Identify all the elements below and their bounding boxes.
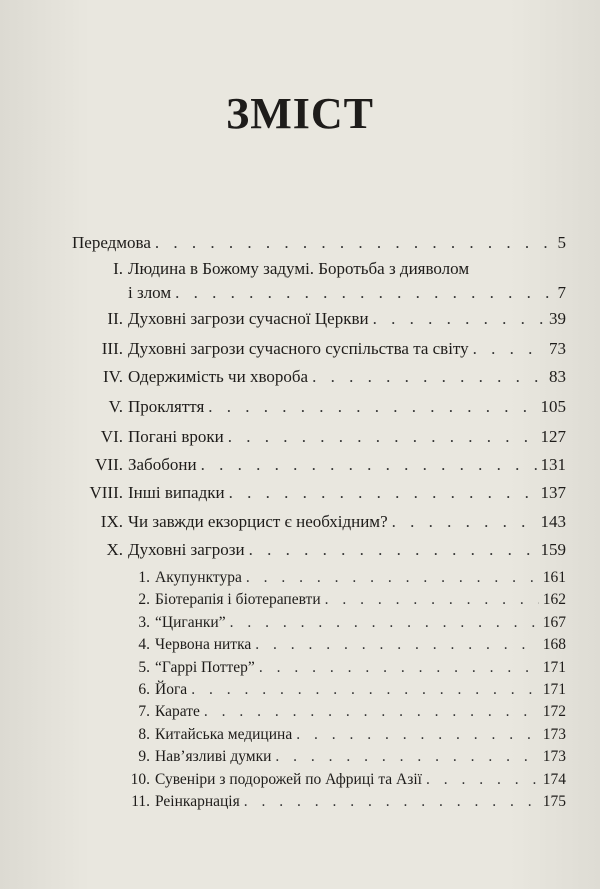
toc-entry[interactable] [72,746,566,768]
entry-page-number: 167 [542,613,566,631]
dot-leader [249,539,537,561]
toc-entry[interactable] [72,567,566,589]
entry-number: IV. [103,367,123,386]
entry-title: Карате [155,703,200,721]
dot-leader [373,308,545,330]
entry-number: VIII. [89,483,123,502]
entry-page-number: 39 [549,309,566,328]
entry-title: Реінкарнація [155,793,240,810]
toc-entry[interactable] [72,634,566,656]
dot-leader [296,724,539,746]
entry-title: Інші випадки [128,483,225,502]
dot-leader [392,511,537,533]
entry-number: VII. [95,455,123,474]
entry-title: Біотерапія і біотерапевти [155,591,321,609]
toc-entry[interactable] [72,589,566,611]
toc-entry[interactable] [72,396,566,418]
toc-entry[interactable] [72,539,566,561]
entry-page-number: 5 [557,233,566,252]
entry-title: Духовні загрози сучасного суспільства та світу [128,339,469,358]
entry-page-number: 73 [549,339,566,358]
dot-leader [155,232,554,254]
entry-page-number: 173 [542,725,566,743]
entry-page-number: 174 [542,770,566,788]
toc-entry[interactable] [72,724,566,746]
entry-title: Нав’язливі думки [155,748,272,766]
entry-title: Сувеніри з подорожей по Африці та Азії [155,770,422,788]
entry-page-number: 162 [542,591,566,609]
dot-leader [255,634,538,656]
entry-number: 1. [138,569,150,586]
toc-entry-continuation[interactable] [72,282,566,304]
entry-number: 9. [138,748,150,766]
entry-page-number: 175 [542,793,566,810]
entry-title: Червона нитка [155,636,252,654]
page-title: ЗМІСТ [226,89,374,138]
entry-number: 2. [138,591,150,609]
entry-page-number: 7 [557,283,566,302]
toc-entry[interactable] [72,769,566,791]
entry-page-number: 172 [542,703,566,721]
toc-entry[interactable] [72,454,566,476]
entry-title: Духовні загрози [128,540,245,559]
entry-page-number: 143 [540,512,566,531]
entry-number: 3. [138,613,150,631]
dot-leader [473,338,545,360]
dot-leader [325,589,539,611]
entry-number: II. [107,309,123,328]
toc-entry[interactable] [72,612,566,634]
entry-title: Чи завжди екзорцист є необхідним? [128,512,388,531]
entry-page-number: 127 [540,427,566,446]
entry-page-number: 173 [542,748,566,766]
entry-page-number: 161 [542,569,566,586]
dot-leader [259,657,539,679]
entry-title: “Циганки” [155,613,226,631]
entry-number: 5. [138,658,150,676]
entry-title: “Гаррі Поттер” [155,658,255,676]
dot-leader [175,282,553,304]
dot-leader [275,746,538,768]
entry-title: Передмова [72,233,151,252]
entry-number: 11. [131,793,150,810]
dot-leader [244,791,539,813]
entry-title: Забобони [128,455,197,474]
entry-title: Одержимість чи хвороба [128,367,309,386]
entry-title-continued: і злом [128,283,172,302]
toc-entry[interactable] [72,701,566,723]
dot-leader [230,612,539,634]
entry-title: Акупунктура [155,569,242,586]
entry-page-number: 83 [549,367,566,386]
entry-page-number: 137 [540,483,566,502]
toc-entry[interactable] [72,679,566,701]
toc-entry[interactable] [72,308,566,330]
dot-leader [208,396,536,418]
toc-entry[interactable] [72,791,566,813]
entry-page-number: 171 [542,658,566,676]
toc-entry[interactable] [72,258,566,280]
toc-entry[interactable] [72,426,566,448]
dot-leader [312,366,545,388]
entry-number: 10. [130,770,150,788]
dot-leader [246,567,539,589]
entry-number: 6. [138,681,150,698]
dot-leader [204,701,539,723]
entry-number: III. [101,339,123,358]
dot-leader [228,426,537,448]
entry-page-number: 171 [542,681,566,698]
entry-number: VI. [100,427,123,446]
entry-title: Йога [155,681,188,698]
dot-leader [201,454,537,476]
toc-entry[interactable] [72,338,566,360]
entry-title: Духовні загрози сучасної Церкви [128,309,369,328]
entry-page-number: 131 [540,455,566,474]
dot-leader [229,482,537,504]
toc-entry[interactable] [72,511,566,533]
entry-number: 4. [138,636,150,654]
dot-leader [426,769,539,791]
entry-title: Прокляття [128,397,205,416]
entry-number: V. [108,397,123,416]
toc-entry[interactable] [72,657,566,679]
entry-number: X. [106,540,123,559]
entry-title: Людина в Божому задумі. Боротьба з дияволом [128,259,470,278]
entry-number: 8. [138,725,150,743]
toc-entry[interactable] [72,366,566,388]
toc-entry[interactable] [72,232,566,254]
entry-page-number: 168 [542,636,566,654]
entry-number: 7. [138,703,150,721]
dot-leader [191,679,539,701]
entry-page-number: 105 [540,397,566,416]
entry-title: Погані вроки [128,427,224,446]
entry-number: IX. [100,512,123,531]
entry-number: I. [113,259,123,278]
entry-title: Китайська медицина [155,725,293,743]
toc-entry[interactable] [72,482,566,504]
entry-page-number: 159 [540,540,566,559]
